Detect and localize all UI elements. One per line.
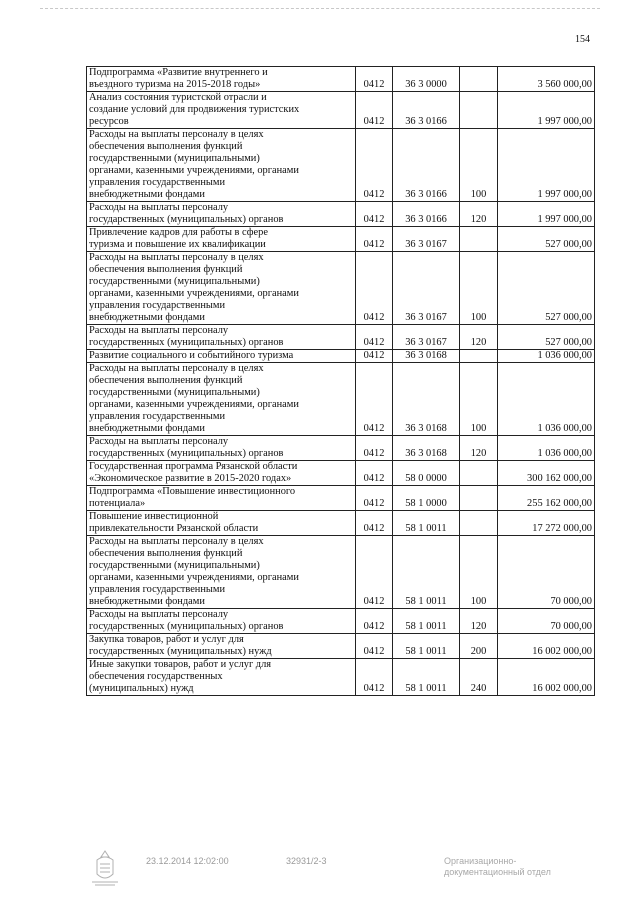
row-vr-cell: 120 (460, 609, 498, 634)
table-row (87, 436, 595, 461)
row-name-cell: Подпрограмма «Повышение инвестиционного потенциала» (87, 486, 356, 511)
row-section-cell: 0412 (356, 363, 393, 436)
row-name-cell: Повышение инвестиционной привлекательности Рязанской области (87, 511, 356, 536)
row-name-cell: Расходы на выплаты персоналу государственных (муниципальных) органов (87, 202, 356, 227)
table-row (87, 129, 595, 202)
row-vr-cell: 100 (460, 536, 498, 609)
scan-top-edge (40, 8, 600, 10)
row-vr-cell (460, 227, 498, 252)
row-amount-cell: 1 036 000,00 (498, 363, 595, 436)
row-section-cell: 0412 (356, 486, 393, 511)
row-csr-cell: 36 3 0167 (393, 252, 460, 325)
emblem-stamp-icon (88, 848, 122, 888)
row-section-cell: 0412 (356, 436, 393, 461)
row-csr-cell: 36 3 0166 (393, 92, 460, 129)
row-vr-cell: 200 (460, 634, 498, 659)
row-section-cell: 0412 (356, 461, 393, 486)
row-csr-cell: 36 3 0166 (393, 202, 460, 227)
row-vr-cell (460, 67, 498, 92)
page-number: 154 (575, 34, 590, 45)
row-name-cell: Расходы на выплаты персоналу государственных (муниципальных) органов (87, 325, 356, 350)
row-vr-cell (460, 350, 498, 363)
footer-org-line1: Организационно- (444, 856, 517, 866)
table-row (87, 486, 595, 511)
row-vr-cell: 100 (460, 363, 498, 436)
footer-doc-number: 32931/2-3 (286, 856, 327, 866)
row-amount-cell: 16 002 000,00 (498, 659, 595, 696)
row-section-cell: 0412 (356, 609, 393, 634)
row-vr-cell: 120 (460, 436, 498, 461)
row-amount-cell: 1 036 000,00 (498, 436, 595, 461)
row-csr-cell: 58 1 0011 (393, 659, 460, 696)
row-section-cell: 0412 (356, 202, 393, 227)
row-name-cell: Расходы на выплаты персоналу государственных (муниципальных) органов (87, 436, 356, 461)
row-csr-cell: 36 3 0166 (393, 129, 460, 202)
row-name-cell: Расходы на выплаты персоналу в целях обеспечения выполнения функций государственными (муниципальными) органами, казенными учреждениями, органами управления государственными внебюджетными фондами (87, 536, 356, 609)
row-section-cell: 0412 (356, 227, 393, 252)
row-name-cell: Анализ состояния туристской отрасли и создание условий для продвижения туристских ресурсов (87, 92, 356, 129)
table-row (87, 536, 595, 609)
row-csr-cell: 58 1 0000 (393, 486, 460, 511)
row-section-cell: 0412 (356, 536, 393, 609)
row-vr-cell: 100 (460, 252, 498, 325)
row-vr-cell (460, 461, 498, 486)
table-row (87, 252, 595, 325)
row-csr-cell: 36 3 0168 (393, 436, 460, 461)
table-row (87, 659, 595, 696)
footer-datetime: 23.12.2014 12:02:00 (146, 856, 229, 866)
row-name-cell: Иные закупки товаров, работ и услуг для обеспечения государственных (муниципальных) нужд (87, 659, 356, 696)
row-amount-cell: 527 000,00 (498, 252, 595, 325)
row-csr-cell: 58 1 0011 (393, 609, 460, 634)
budget-table-body (87, 67, 595, 696)
row-vr-cell (460, 92, 498, 129)
row-vr-cell (460, 511, 498, 536)
row-vr-cell: 120 (460, 325, 498, 350)
row-amount-cell: 300 162 000,00 (498, 461, 595, 486)
row-section-cell: 0412 (356, 634, 393, 659)
row-name-cell: Подпрограмма «Развитие внутреннего и въездного туризма на 2015-2018 годы» (87, 67, 356, 92)
table-row (87, 202, 595, 227)
row-section-cell: 0412 (356, 252, 393, 325)
row-amount-cell: 70 000,00 (498, 609, 595, 634)
row-section-cell: 0412 (356, 350, 393, 363)
row-section-cell: 0412 (356, 511, 393, 536)
row-section-cell: 0412 (356, 659, 393, 696)
row-name-cell: Привлечение кадров для работы в сфере туризма и повышение их квалификации (87, 227, 356, 252)
table-row (87, 511, 595, 536)
row-section-cell: 0412 (356, 67, 393, 92)
row-csr-cell: 36 3 0168 (393, 350, 460, 363)
row-section-cell: 0412 (356, 92, 393, 129)
row-csr-cell: 58 1 0011 (393, 536, 460, 609)
row-vr-cell (460, 486, 498, 511)
row-csr-cell: 36 3 0167 (393, 325, 460, 350)
row-amount-cell: 16 002 000,00 (498, 634, 595, 659)
row-amount-cell: 1 997 000,00 (498, 92, 595, 129)
table-row (87, 227, 595, 252)
row-amount-cell: 527 000,00 (498, 325, 595, 350)
row-section-cell: 0412 (356, 129, 393, 202)
row-csr-cell: 36 3 0000 (393, 67, 460, 92)
row-name-cell: Расходы на выплаты персоналу в целях обеспечения выполнения функций государственными (муниципальными) органами, казенными учреждениями, органами управления государственными внебюджетными фондами (87, 363, 356, 436)
row-amount-cell: 17 272 000,00 (498, 511, 595, 536)
row-section-cell: 0412 (356, 325, 393, 350)
row-amount-cell: 527 000,00 (498, 227, 595, 252)
row-vr-cell: 120 (460, 202, 498, 227)
footer-org-stamp (444, 856, 564, 878)
row-amount-cell: 1 997 000,00 (498, 129, 595, 202)
table-row (87, 609, 595, 634)
row-name-cell: Расходы на выплаты персоналу в целях обеспечения выполнения функций государственными (муниципальными) органами, казенными учреждениями, органами управления государственными внебюджетными фондами (87, 129, 356, 202)
row-vr-cell: 240 (460, 659, 498, 696)
table-row (87, 350, 595, 363)
table-row (87, 363, 595, 436)
table-row (87, 92, 595, 129)
row-amount-cell: 255 162 000,00 (498, 486, 595, 511)
footer-org-line2: документационный отдел (444, 867, 551, 877)
row-csr-cell: 36 3 0167 (393, 227, 460, 252)
budget-table (86, 66, 595, 696)
row-csr-cell: 58 1 0011 (393, 511, 460, 536)
row-name-cell: Расходы на выплаты персоналу государственных (муниципальных) органов (87, 609, 356, 634)
row-name-cell: Расходы на выплаты персоналу в целях обеспечения выполнения функций государственными (муниципальными) органами, казенными учреждениями, органами управления государственными внебюджетными фондами (87, 252, 356, 325)
table-row (87, 634, 595, 659)
table-row (87, 67, 595, 92)
table-row (87, 461, 595, 486)
row-amount-cell: 3 560 000,00 (498, 67, 595, 92)
row-csr-cell: 58 0 0000 (393, 461, 460, 486)
row-vr-cell: 100 (460, 129, 498, 202)
row-amount-cell: 1 997 000,00 (498, 202, 595, 227)
row-name-cell: Развитие социального и событийного туризма (87, 350, 356, 363)
row-name-cell: Государственная программа Рязанской области «Экономическое развитие в 2015-2020 годах» (87, 461, 356, 486)
row-csr-cell: 58 1 0011 (393, 634, 460, 659)
row-csr-cell: 36 3 0168 (393, 363, 460, 436)
row-name-cell: Закупка товаров, работ и услуг для государственных (муниципальных) нужд (87, 634, 356, 659)
table-row (87, 325, 595, 350)
row-amount-cell: 70 000,00 (498, 536, 595, 609)
row-amount-cell: 1 036 000,00 (498, 350, 595, 363)
